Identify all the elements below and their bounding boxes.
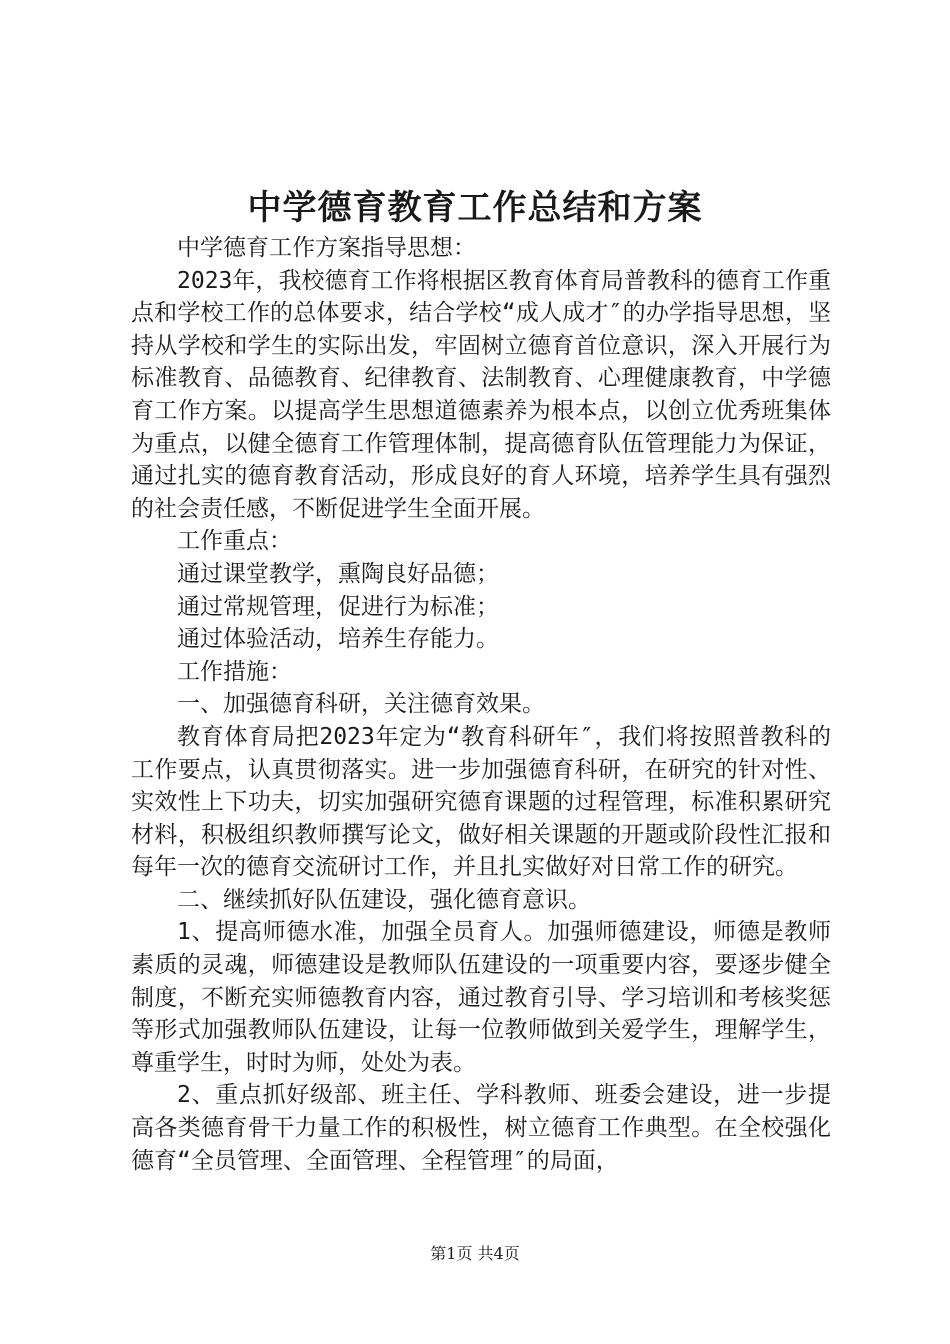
- page-footer: 第1页 共4页: [430, 1244, 520, 1263]
- paragraph: 一、加强德育科研，关注德育效果。: [177, 691, 545, 718]
- paragraph: 2023年，我校德育工作将根据区教育体育局普教科的德育工作重点和学校工作的总体要求，结合学校“成人成才″的办学指导思想，坚持从学校和学生的实际出发，牢固树立德育首位意识，深入开展行为标准教育、品德教育、纪律教育、法制教育、心理健康教育，中学德育工作方案。以提高学生思想道德素养为根本点，以创立优秀班集体为重点，以健全德育工作管理体制，提高德育队伍管理能力为保证，通过扎实的德育教育活动，形成良好的育人环境，培养学生具有强烈的社会责任感，不断促进学生全面开展。: [131, 267, 831, 522]
- paragraph: 工作措施：: [177, 658, 292, 685]
- paragraph: 通过体验活动，培养生存能力。: [177, 626, 499, 653]
- paragraph: 中学德育工作方案指导思想：: [177, 235, 476, 261]
- paragraph: 二、继续抓好队伍建设，强化德育意识。: [177, 886, 591, 913]
- paragraph: 1、提高师德水准，加强全员育人。加强师德建设，师德是教师素质的灵魂，师德建设是教师队伍建设的一项重要内容，要逐步健全制度，不断充实师德教育内容，通过教育引导、学习培训和考核奖惩等形式加强教师队伍建设，让每一位教师做到关爱学生，理解学生，尊重学生，时时为师，处处为表。: [131, 919, 831, 1076]
- paragraph: 通过常规管理，促进行为标准；: [177, 593, 499, 620]
- document-title: 中学德育教育工作总结和方案: [247, 188, 703, 228]
- paragraph: 通过课堂教学，熏陶良好品德；: [177, 560, 499, 587]
- paragraph: 教育体育局把2023年定为“教育科研年″，我们将按照普教科的工作要点，认真贯彻落实。进一步加强德育科研，在研究的针对性、实效性上下功夫，切实加强研究德育课题的过程管理，标准积累研究材料，积极组织教师撰写论文，做好相关课题的开题或阶段性汇报和每年一次的德育交流研讨工作，并且扎实做好对日常工作的研究。: [131, 723, 831, 881]
- paragraph: 工作重点：: [177, 528, 292, 555]
- paragraph: 2、重点抓好级部、班主任、学科教师、班委会建设，进一步提高各类德育骨干力量工作的积极性，树立德育工作典型。在全校强化德育“全员管理、全面管理、全程管理″的局面，: [131, 1082, 831, 1174]
- document-body: [131, 232, 831, 1177]
